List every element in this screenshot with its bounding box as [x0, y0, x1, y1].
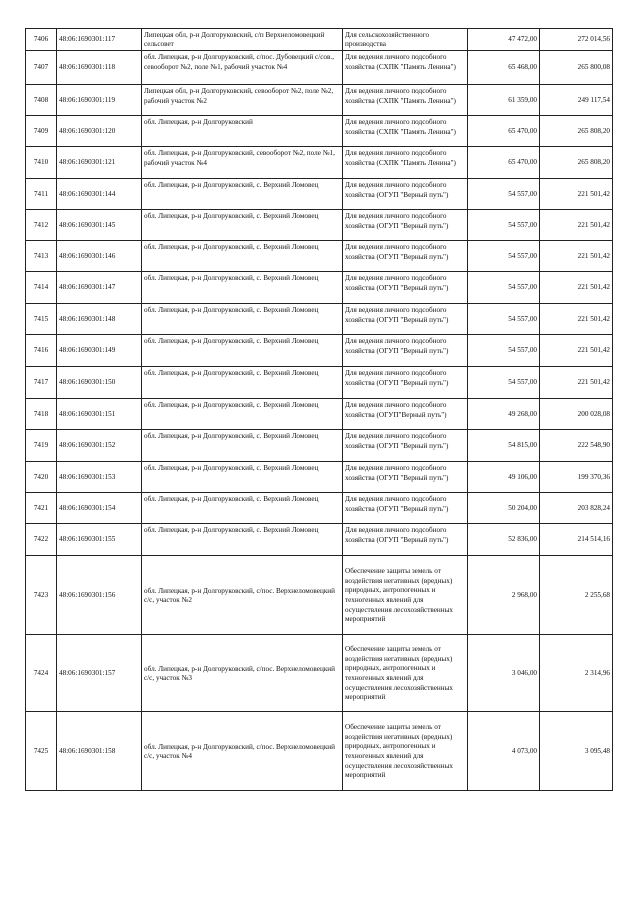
cadastral-value: 200 028,08	[540, 399, 613, 430]
cadastral-number: 48:06:1690301:146	[57, 241, 142, 272]
plot-area: 54 815,00	[468, 430, 540, 462]
permitted-use: Для ведения личного подсобного хозяйства (ОГУП "Верный путь")	[343, 179, 468, 210]
permitted-use: Для ведения личного подсобного хозяйства (ОГУП "Верный путь")	[343, 272, 468, 304]
row-number: 7406	[26, 29, 57, 51]
plot-area: 3 046,00	[468, 635, 540, 712]
row-number: 7423	[26, 556, 57, 635]
plot-address: обл. Липецкая, р-н Долгоруковский, с. Верхний Ломовец	[142, 462, 343, 493]
table-row	[26, 210, 613, 241]
permitted-use: Для ведения личного подсобного хозяйства (ОГУП "Верный путь")	[343, 304, 468, 335]
plot-address: обл. Липецкая, р-н Долгоруковский, с. Верхний Ломовец	[142, 430, 343, 462]
table-row	[26, 430, 613, 462]
cadastral-value: 221 501,42	[540, 210, 613, 241]
cadastral-number: 48:06:1690301:153	[57, 462, 142, 493]
plot-address: обл. Липецкая, р-н Долгоруковский, с. Верхний Ломовец	[142, 241, 343, 272]
table-row	[26, 116, 613, 147]
plot-area: 54 557,00	[468, 210, 540, 241]
plot-area: 4 073,00	[468, 712, 540, 791]
cadastral-number: 48:06:1690301:156	[57, 556, 142, 635]
permitted-use: Обеспечение защиты земель от воздействия негативных (вредных) природных, антропогенных и техногенных явлений для осуществления лесохозяйственных мероприятий	[343, 635, 468, 712]
row-number: 7409	[26, 116, 57, 147]
permitted-use: Для сельскохозяйственного производства	[343, 29, 468, 51]
row-number: 7425	[26, 712, 57, 791]
table-row	[26, 335, 613, 367]
permitted-use: Для ведения личного подсобного хозяйства (ОГУП "Верный путь")	[343, 335, 468, 367]
cadastral-number: 48:06:1690301:147	[57, 272, 142, 304]
table-row	[26, 51, 613, 85]
permitted-use: Для ведения личного подсобного хозяйства (ОГУП "Верный путь")	[343, 462, 468, 493]
cadastral-number: 48:06:1690301:151	[57, 399, 142, 430]
cadastral-value: 203 828,24	[540, 493, 613, 524]
plot-address: обл. Липецкая, р-н Долгоруковский, с. Верхний Ломовец	[142, 179, 343, 210]
cadastral-value: 199 370,36	[540, 462, 613, 493]
cadastral-value: 2 255,68	[540, 556, 613, 635]
plot-area: 47 472,00	[468, 29, 540, 51]
permitted-use: Обеспечение защиты земель от воздействия негативных (вредных) природных, антропогенных и техногенных явлений для осуществления лесохозяйственных мероприятий	[343, 712, 468, 791]
row-number: 7418	[26, 399, 57, 430]
cadastral-number: 48:06:1690301:121	[57, 147, 142, 179]
cadastral-number: 48:06:1690301:119	[57, 85, 142, 116]
cadastral-value: 249 117,54	[540, 85, 613, 116]
permitted-use: Для ведения личного подсобного хозяйства (ОГУП "Верный путь")	[343, 524, 468, 556]
plot-area: 50 204,00	[468, 493, 540, 524]
permitted-use: Для ведения личного подсобного хозяйства (ОГУП "Верный путь")	[343, 210, 468, 241]
cadastral-value: 221 501,42	[540, 335, 613, 367]
cadastral-value: 265 800,08	[540, 51, 613, 85]
cadastral-number: 48:06:1690301:152	[57, 430, 142, 462]
plot-area: 65 468,00	[468, 51, 540, 85]
plot-address: обл. Липецкая, р-н Долгоруковский, с. Верхний Ломовец	[142, 304, 343, 335]
cadastral-number: 48:06:1690301:155	[57, 524, 142, 556]
plot-area: 65 470,00	[468, 147, 540, 179]
plot-address: обл. Липецкая, р-н Долгоруковский, с. Верхний Ломовец	[142, 335, 343, 367]
cadastral-value: 214 514,16	[540, 524, 613, 556]
cadastral-number: 48:06:1690301:154	[57, 493, 142, 524]
cadastral-number: 48:06:1690301:120	[57, 116, 142, 147]
row-number: 7411	[26, 179, 57, 210]
plot-area: 54 557,00	[468, 335, 540, 367]
table-row	[26, 304, 613, 335]
row-number: 7407	[26, 51, 57, 85]
row-number: 7424	[26, 635, 57, 712]
cadastral-value: 265 808,20	[540, 116, 613, 147]
plot-area: 54 557,00	[468, 367, 540, 399]
plot-area: 54 557,00	[468, 241, 540, 272]
table-row	[26, 556, 613, 635]
cadastral-value: 221 501,42	[540, 304, 613, 335]
cadastral-value: 2 314,96	[540, 635, 613, 712]
cadastral-number: 48:06:1690301:149	[57, 335, 142, 367]
plot-address: Липецкая обл, р-н Долгоруковский, севооборот №2, поле №2, рабочий участок №2	[142, 85, 343, 116]
cadastral-number: 48:06:1690301:118	[57, 51, 142, 85]
row-number: 7420	[26, 462, 57, 493]
plot-address: обл. Липецкая, р-н Долгоруковский	[142, 116, 343, 147]
cadastral-value: 272 014,56	[540, 29, 613, 51]
plot-area: 49 106,00	[468, 462, 540, 493]
plot-address: обл. Липецкая, р-н Долгоруковский, с. Верхний Ломовец	[142, 399, 343, 430]
table-row	[26, 179, 613, 210]
plot-address: обл. Липецкая, р-н Долгоруковский, с/пос. Верхнеломовецкий с/с, участок №4	[142, 712, 343, 791]
plot-address: обл. Липецкая, р-н Долгоруковский, с/пос. Верхнеломовецкий с/с, участок №2	[142, 556, 343, 635]
cadastral-number: 48:06:1690301:148	[57, 304, 142, 335]
table-row	[26, 524, 613, 556]
permitted-use: Для ведения личного подсобного хозяйства (СХПК "Память Ленина")	[343, 116, 468, 147]
cadastral-value: 221 501,42	[540, 367, 613, 399]
cadastral-value: 3 095,48	[540, 712, 613, 791]
plot-area: 49 268,00	[468, 399, 540, 430]
row-number: 7408	[26, 85, 57, 116]
cadastral-value: 221 501,42	[540, 179, 613, 210]
cadastral-number: 48:06:1690301:144	[57, 179, 142, 210]
plot-address: Липецкая обл, р-н Долгоруковский, с/п Верхнеломовецкий сельсовет	[142, 29, 343, 51]
row-number: 7419	[26, 430, 57, 462]
plot-address: обл. Липецкая, р-н Долгоруковский, севооборот №2, поле №1, рабочий участок №4	[142, 147, 343, 179]
plot-area: 2 968,00	[468, 556, 540, 635]
table-row	[26, 367, 613, 399]
table-row	[26, 29, 613, 51]
table-row	[26, 493, 613, 524]
table-row	[26, 399, 613, 430]
cadastral-value: 265 808,20	[540, 147, 613, 179]
row-number: 7421	[26, 493, 57, 524]
plot-address: обл. Липецкая, р-н Долгоруковский, с. Верхний Ломовец	[142, 367, 343, 399]
plot-address: обл. Липецкая, р-н Долгоруковский, с. Верхний Ломовец	[142, 524, 343, 556]
row-number: 7416	[26, 335, 57, 367]
plot-address: обл. Липецкая, р-н Долгоруковский, с. Верхний Ломовец	[142, 210, 343, 241]
permitted-use: Для ведения личного подсобного хозяйства (ОГУП "Верный путь")	[343, 430, 468, 462]
table-row	[26, 85, 613, 116]
table-body	[26, 29, 613, 791]
permitted-use: Для ведения личного подсобного хозяйства (ОГУП"Верный путь")	[343, 399, 468, 430]
land-plots-table	[25, 28, 613, 791]
cadastral-number: 48:06:1690301:158	[57, 712, 142, 791]
row-number: 7413	[26, 241, 57, 272]
plot-area: 61 359,00	[468, 85, 540, 116]
row-number: 7415	[26, 304, 57, 335]
row-number: 7410	[26, 147, 57, 179]
plot-area: 54 557,00	[468, 304, 540, 335]
row-number: 7417	[26, 367, 57, 399]
permitted-use: Обеспечение защиты земель от воздействия негативных (вредных) природных, антропогенных и техногенных явлений для осуществления лесохозяйственных мероприятий	[343, 556, 468, 635]
table-row	[26, 272, 613, 304]
table-row	[26, 241, 613, 272]
permitted-use: Для ведения личного подсобного хозяйства (СХПК "Память Ленина")	[343, 85, 468, 116]
row-number: 7422	[26, 524, 57, 556]
cadastral-number: 48:06:1690301:145	[57, 210, 142, 241]
permitted-use: Для ведения личного подсобного хозяйства (СХПК "Память Ленина")	[343, 51, 468, 85]
permitted-use: Для ведения личного подсобного хозяйства (ОГУП "Верный путь")	[343, 493, 468, 524]
permitted-use: Для ведения личного подсобного хозяйства (ОГУП "Верный путь")	[343, 367, 468, 399]
cadastral-number: 48:06:1690301:117	[57, 29, 142, 51]
plot-area: 54 557,00	[468, 272, 540, 304]
row-number: 7412	[26, 210, 57, 241]
plot-area: 54 557,00	[468, 179, 540, 210]
plot-address: обл. Липецкая, р-н Долгоруковский, с. Верхний Ломовец	[142, 493, 343, 524]
plot-address: обл. Липецкая, р-н Долгоруковский, с/пос. Верхнеломовецкий с/с, участок №3	[142, 635, 343, 712]
permitted-use: Для ведения личного подсобного хозяйства (ОГУП "Верный путь")	[343, 241, 468, 272]
table-row	[26, 635, 613, 712]
table-row	[26, 462, 613, 493]
plot-address: обл. Липецкая, р-н Долгоруковский, с. Верхний Ломовец	[142, 272, 343, 304]
cadastral-value: 222 548,90	[540, 430, 613, 462]
cadastral-number: 48:06:1690301:157	[57, 635, 142, 712]
table-row	[26, 712, 613, 791]
plot-area: 52 836,00	[468, 524, 540, 556]
table-row	[26, 147, 613, 179]
cadastral-number: 48:06:1690301:150	[57, 367, 142, 399]
row-number: 7414	[26, 272, 57, 304]
cadastral-value: 221 501,42	[540, 272, 613, 304]
plot-area: 65 470,00	[468, 116, 540, 147]
cadastral-value: 221 501,42	[540, 241, 613, 272]
permitted-use: Для ведения личного подсобного хозяйства (СХПК "Память Ленина")	[343, 147, 468, 179]
plot-address: обл. Липецкая, р-н Долгоруковский, с/пос. Дубовецкий с/сов., севооборот №2, поле №1, рабочий участок №4	[142, 51, 343, 85]
